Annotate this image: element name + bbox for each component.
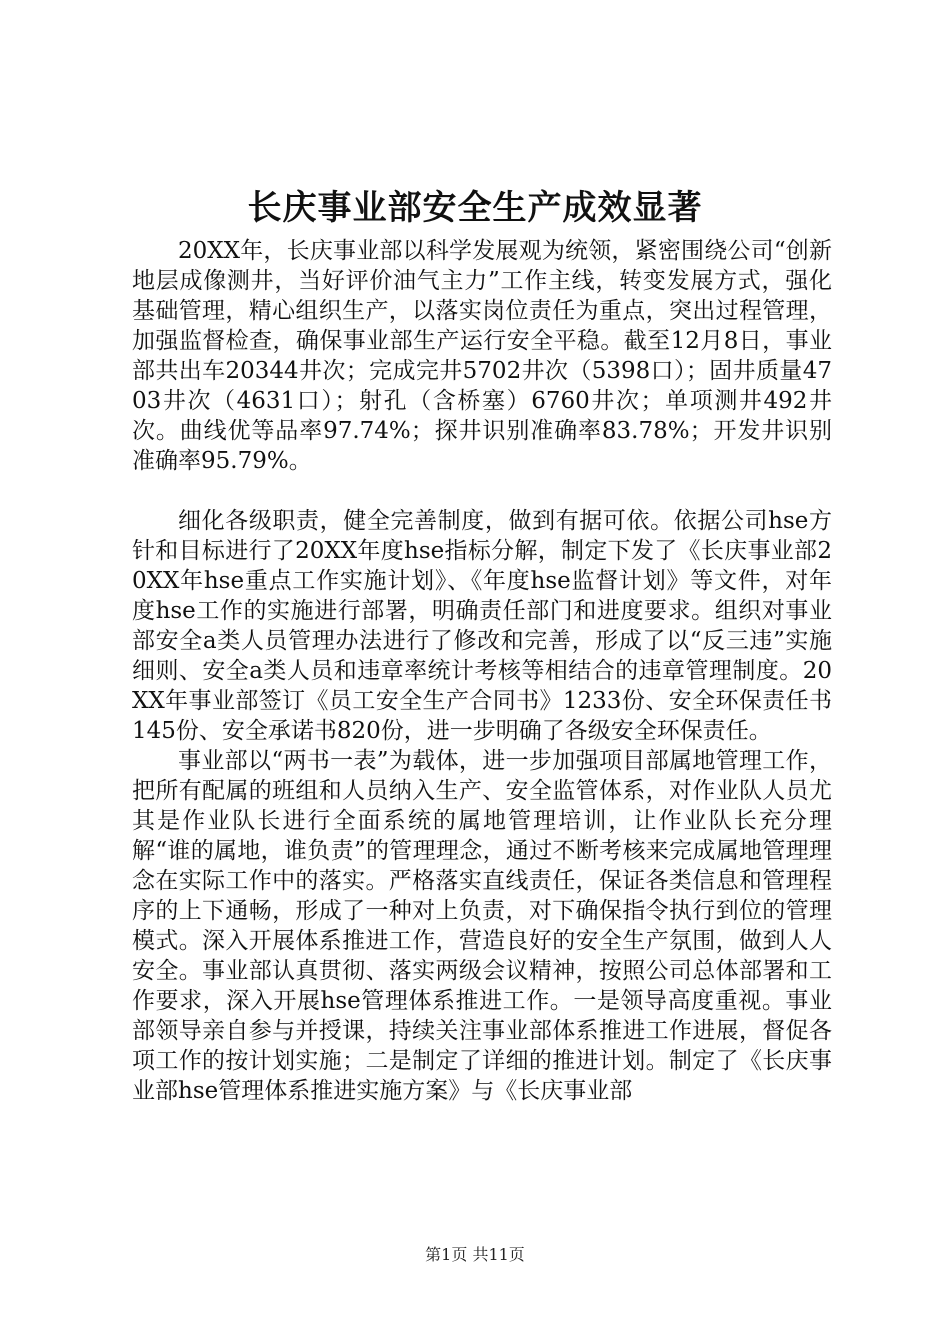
paragraph-territorial-management: 事业部以“两书一表”为载体，进一步加强项目部属地管理工作，把所有配属的班组和人员纳入生产、安全监管体系，对作业队人员尤其是作业队长进行全面系统的属地管理培训，让作业队长充分理解“谁的属地，谁负责”的管理理念，通过不断考核来完成属地管理理念在实际工作中的落实。严格落实直线责任，保证各类信息和管理程序的上下通畅，形成了一种对上负责，对下确保指令执行到位的管理模式。深入开展体系推进工作，营造良好的安全生产氛围，做到人人安全。事业部认真贯彻、落实两级会议精神，按照公司总体部署和工作要求，深入开展hse管理体系推进工作。一是领导高度重视。事业部领导亲自参与并授课，持续关注事业部体系推进工作进展，督促各项工作的按计划实施；二是制定了详细的推进计划。制定了《长庆事业部hse管理体系推进实施方案》与《长庆事业部 xyxy=(132,748,832,1104)
paragraph-overview: 20XX年，长庆事业部以科学发展观为统领，紧密围绕公司“创新地层成像测井，当好评价油气主力”工作主线，转变发展方式，强化基础管理，精心组织生产，以落实岗位责任为重点，突出过程管理，加强监督检查，确保事业部生产运行安全平稳。截至12月8日，事业部共出车20344井次；完成完井5702井次（5398口）；固井质量4703井次（4631口）；射孔（含桥塞）6760井次；单项测井492井次。曲线优等品率97.74%；探井识别准确率83.78%；开发井识别准确率95.79%。 xyxy=(132,238,832,474)
paragraph-responsibilities: 细化各级职责，健全完善制度，做到有据可依。依据公司hse方针和目标进行了20XX年度hse指标分解，制定下发了《长庆事业部20XX年hse重点工作实施计划》、《年度hse监督计划》等文件，对年度hse工作的实施进行部署，明确责任部门和进度要求。组织对事业部安全a类人员管理办法进行了修改和完善，形成了以“反三违”实施细则、安全a类人员和违章率统计考核等相结合的违章管理制度。20XX年事业部签订《员工安全生产合同书》1233份、安全环保责任书145份、安全承诺书820份，进一步明确了各级安全环保责任。 xyxy=(132,508,832,744)
document-title: 长庆事业部安全生产成效显著 xyxy=(247,188,703,228)
document-body xyxy=(132,236,832,1106)
paragraph-spacer xyxy=(132,476,832,506)
page-number: 第1页 共11页 xyxy=(425,1245,525,1264)
